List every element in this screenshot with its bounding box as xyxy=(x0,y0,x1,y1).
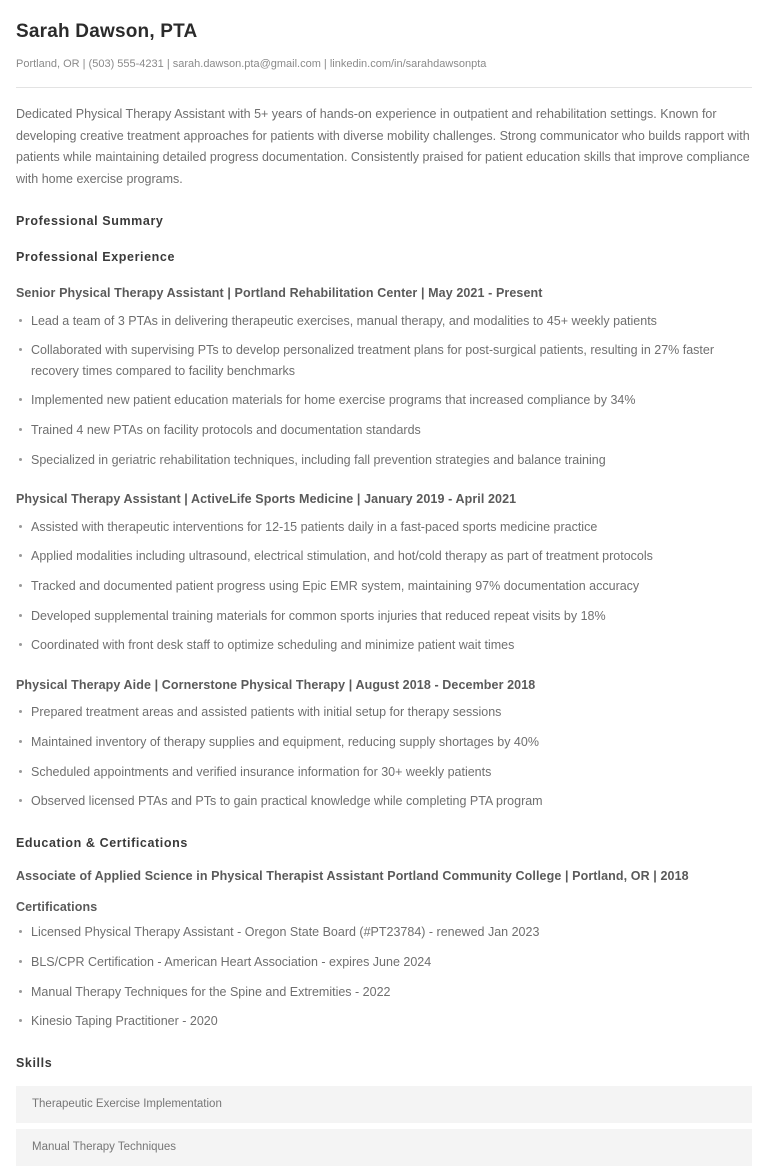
list-item: Assisted with therapeutic interventions for 12-15 patients daily in a fast-paced sports medicine practice xyxy=(16,517,752,538)
list-item: Collaborated with supervising PTs to develop personalized treatment plans for post-surgical patients, resulting in 27% faster recovery times compared to facility benchmarks xyxy=(16,340,752,381)
list-item: Tracked and documented patient progress using Epic EMR system, maintaining 97% documentation accuracy xyxy=(16,576,752,597)
summary-paragraph: Dedicated Physical Therapy Assistant with 5+ years of hands-on experience in outpatient and rehabilitation settings. Known for developing creative treatment approaches for patients with diverse mobility challenges. Strong communicator who builds rapport with patients while maintaining detailed progress documentation. Consistently praised for patient education skills that improve compliance with home exercise programs. xyxy=(16,107,750,186)
job-bullet-list xyxy=(16,311,752,471)
list-item: Observed licensed PTAs and PTs to gain practical knowledge while completing PTA program xyxy=(16,791,752,812)
header-divider xyxy=(16,87,752,88)
list-item: Lead a team of 3 PTAs in delivering therapeutic exercises, manual therapy, and modalities to 45+ weekly patients xyxy=(16,311,752,332)
list-item: Implemented new patient education materials for home exercise programs that increased compliance by 34% xyxy=(16,390,752,411)
list-item: Applied modalities including ultrasound, electrical stimulation, and hot/cold therapy as part of treatment protocols xyxy=(16,546,752,567)
list-item: Scheduled appointments and verified insurance information for 30+ weekly patients xyxy=(16,762,752,783)
list-item: Licensed Physical Therapy Assistant - Oregon State Board (#PT23784) - renewed Jan 2023 xyxy=(16,922,752,943)
list-item: Prepared treatment areas and assisted patients with initial setup for therapy sessions xyxy=(16,702,752,723)
page-title: Sarah Dawson, PTA xyxy=(16,21,198,42)
job-title: Physical Therapy Assistant | ActiveLife Sports Medicine | January 2019 - April 2021 xyxy=(16,492,517,507)
certification-list xyxy=(16,922,752,1032)
list-item: Kinesio Taping Practitioner - 2020 xyxy=(16,1011,752,1032)
section-heading-skills: Skills xyxy=(16,1055,53,1070)
list-item: Developed supplemental training materials for common sports injuries that reduced repeat visits by 18% xyxy=(16,606,752,627)
list-item: Maintained inventory of therapy supplies and equipment, reducing supply shortages by 40% xyxy=(16,732,752,753)
list-item: Manual Therapy Techniques for the Spine and Extremities - 2022 xyxy=(16,982,752,1003)
skill-row: Manual Therapy Techniques xyxy=(16,1129,752,1166)
contact-line: Portland, OR | (503) 555-4231 | sarah.dawson.pta@gmail.com | linkedin.com/in/sarahdawsonpta xyxy=(16,57,487,70)
skills-list xyxy=(16,1086,752,1166)
list-item: BLS/CPR Certification - American Heart Association - expires June 2024 xyxy=(16,952,752,973)
list-item: Coordinated with front desk staff to optimize scheduling and minimize patient wait times xyxy=(16,635,752,656)
job-bullet-list xyxy=(16,702,752,812)
skill-row: Therapeutic Exercise Implementation xyxy=(16,1086,752,1123)
list-item: Trained 4 new PTAs on facility protocols and documentation standards xyxy=(16,420,752,441)
job-title: Senior Physical Therapy Assistant | Portland Rehabilitation Center | May 2021 - Present xyxy=(16,286,543,301)
job-bullet-list xyxy=(16,517,752,656)
subheading-certifications: Certifications xyxy=(16,900,98,915)
list-item: Specialized in geriatric rehabilitation techniques, including fall prevention strategies and balance training xyxy=(16,450,752,471)
section-heading-professional-summary: Professional Summary xyxy=(16,214,164,229)
section-heading-professional-experience: Professional Experience xyxy=(16,250,176,265)
job-title: Physical Therapy Aide | Cornerstone Physical Therapy | August 2018 - December 2018 xyxy=(16,677,536,692)
section-heading-education: Education & Certifications xyxy=(16,835,188,850)
degree-entry: Associate of Applied Science in Physical Therapist Assistant Portland Community College | Portland, OR | 2018 xyxy=(16,868,689,883)
